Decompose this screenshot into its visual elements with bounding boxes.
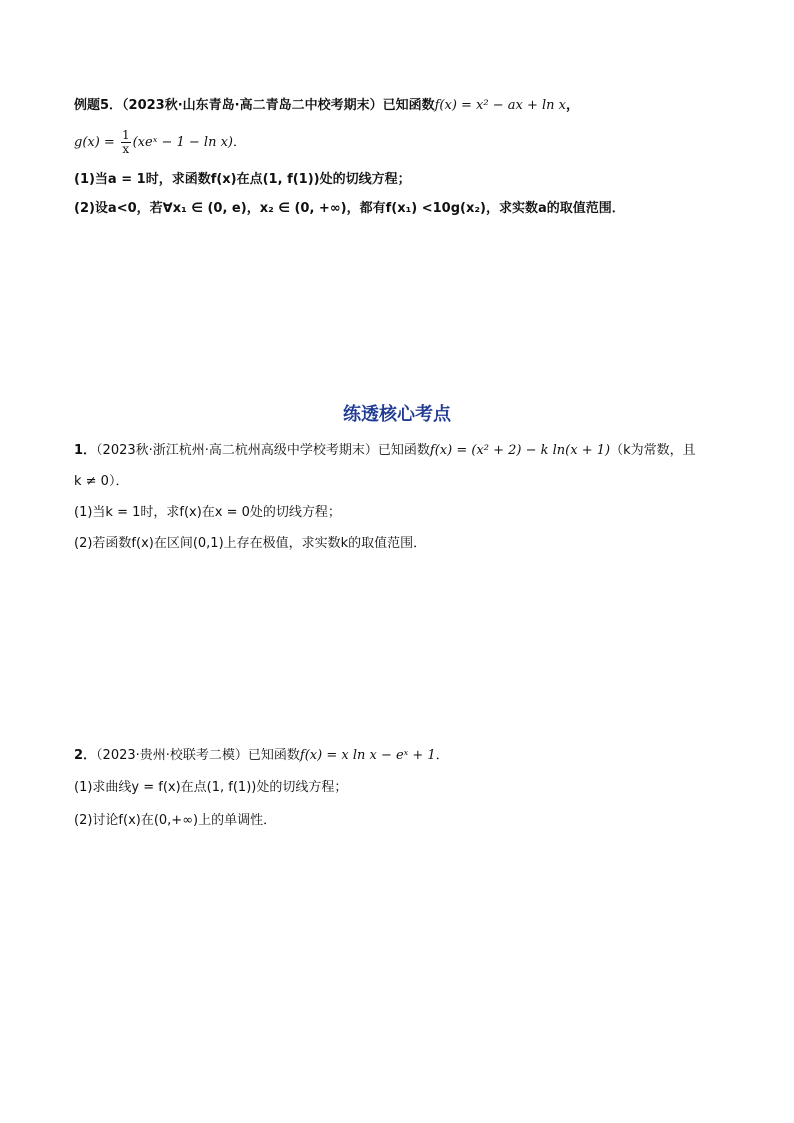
problem1-line1-end: （k为常数，且 (610, 443, 696, 458)
example5-g-frac-num: 1 (121, 128, 130, 142)
example5-g-rhs: (xeˣ − 1 − ln x) (132, 135, 233, 150)
problem1-f-def: f(x) = (x² + 2) − k ln(x + 1) (429, 443, 611, 458)
example5-line2-end: ． (232, 135, 246, 150)
problem2-label: 2． (74, 748, 97, 763)
example5-source: （2023秋·山东青岛·高二青岛二中校考期末）已知函数 (122, 98, 435, 113)
problem2-f-def: f(x) = x ln x − eˣ + 1 (299, 748, 436, 763)
problem2-line1 (74, 746, 449, 766)
problem2-question-1: (1)求曲线y = f(x)在点(1, f(1))处的切线方程； (74, 780, 348, 795)
example5-line1 (74, 96, 579, 116)
example5-label: 例题5． (74, 98, 123, 113)
problem1-question-1: (1)当k = 1时，求f(x)在x = 0处的切线方程； (74, 505, 341, 520)
example5-line2 (74, 128, 246, 158)
example5-question-1: (1)当a = 1时，求函数f(x)在点(1, f(1))处的切线方程； (74, 172, 411, 187)
problem2-source: （2023·贵州·校联考二模）已知函数 (96, 748, 300, 763)
example5-line1-end: ， (566, 98, 580, 113)
example5-f-def: f(x) = x² − ax + ln x (434, 98, 566, 113)
example5-g-lhs: g(x) = (74, 135, 115, 150)
problem1-source: （2023秋·浙江杭州·高二杭州高级中学校考期末）已知函数 (96, 443, 430, 458)
example5-g-fraction (121, 129, 131, 156)
problem1-label: 1． (74, 443, 97, 458)
problem1-question-2: (2)若函数f(x)在区间(0,1)上存在极值，求实数k的取值范围． (74, 536, 427, 551)
problem1-line2: k ≠ 0）． (74, 474, 129, 489)
problem2-line1-end: ． (435, 748, 449, 763)
section-title: 练透核心考点 (343, 404, 451, 425)
example5-g-frac-den: x (122, 142, 130, 156)
problem2-question-2: (2)讨论f(x)在(0,+∞)上的单调性． (74, 813, 277, 828)
example5-question-2: (2)设a<0，若∀x₁ ∈ (0, e)，x₂ ∈ (0, +∞)，都有f(x₁) <10g(x₂)，求实数a的取值范围． (74, 201, 625, 216)
problem1-line1 (74, 441, 696, 461)
